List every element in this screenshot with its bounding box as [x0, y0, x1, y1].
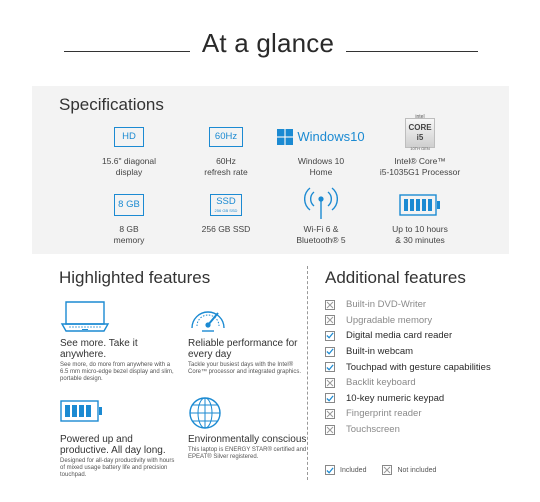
spec-label-line2: & 30 minutes [395, 234, 445, 245]
windows-logo-icon: Windows10 [277, 129, 364, 145]
globe-icon [188, 396, 222, 430]
x-icon [325, 409, 335, 419]
x-icon [325, 315, 335, 325]
feature-performance [188, 300, 308, 376]
highlighted-features-title: Highlighted features [59, 268, 211, 287]
feature-list-label: Touchpad with gesture capabilities [346, 361, 491, 373]
feature-list-item [325, 297, 525, 313]
feature-list-label: 10-key numeric keypad [346, 392, 445, 404]
x-icon [325, 378, 335, 388]
additional-features-list [325, 297, 525, 437]
memory-icon: 8 GB [114, 194, 144, 216]
feature-list-item [325, 359, 525, 375]
spec-label-line2: Bluetooth® 5 [296, 234, 346, 245]
header-rule-left [64, 51, 190, 52]
feature-environment [188, 396, 308, 461]
check-icon [325, 393, 335, 403]
feature-battery-life [60, 396, 180, 480]
specifications-panel [32, 86, 509, 254]
feature-list-item [325, 391, 525, 407]
intel-core-badge-icon: intel CORE i5 10TH GEN [405, 118, 435, 148]
additional-features-title: Additional features [325, 268, 466, 287]
feature-list-label: Backlit keyboard [346, 377, 416, 389]
spec-label-line2: i5-1035G1 Processor [379, 166, 461, 177]
header-rule-right [346, 51, 478, 52]
feature-list-item [325, 344, 525, 360]
specifications-title: Specifications [59, 95, 164, 114]
spec-label-line1: 15.6" diagonal [101, 156, 157, 166]
spec-processor [365, 114, 475, 177]
spec-label-line1: Windows 10 [297, 156, 345, 166]
legend-included-label: Included [340, 466, 367, 474]
refresh-rate-icon: 60Hz [209, 127, 243, 147]
spec-os [266, 122, 376, 177]
spec-refresh-rate [171, 122, 281, 177]
feature-description: This laptop is ENERGY STAR® certified and EPEAT® Silver registered. [188, 447, 307, 461]
feature-description: Tackle your busiest days with the Intel® Core™ processor and integrated graphics. [188, 362, 302, 376]
hd-icon: HD [114, 127, 144, 147]
feature-description: Designed for all-day productivity with hours of mixed usage battery life and precision touchpad. [60, 458, 175, 479]
feature-list-label: Built-in DVD-Writer [346, 299, 427, 311]
spec-wireless [266, 184, 376, 245]
spec-battery [365, 190, 475, 245]
spec-display [74, 122, 184, 177]
spec-label-line1: 60Hz [216, 156, 236, 166]
page-title: At a glance [201, 28, 335, 58]
feature-list-label: Digital media card reader [346, 330, 453, 342]
spec-label-line2: memory [113, 234, 145, 245]
laptop-icon [60, 300, 110, 334]
column-divider [307, 266, 308, 480]
x-icon [325, 425, 335, 435]
spec-label-line2: display [115, 166, 143, 177]
x-icon [382, 465, 392, 475]
feature-list-label: Fingerprint reader [346, 408, 422, 420]
feature-list-label: Upgradable memory [346, 314, 433, 326]
feature-portable [60, 300, 180, 384]
feature-heading: Reliable performance for every day [188, 338, 298, 360]
feature-list-label: Touchscreen [346, 424, 400, 436]
feature-list-item [325, 422, 525, 438]
spec-label-line1: Wi-Fi 6 & [303, 224, 339, 234]
feature-heading: See more. Take it anywhere. [60, 338, 138, 360]
check-icon [325, 465, 335, 475]
spec-label-line2: Home [309, 166, 333, 177]
spec-label-line1: 8 GB [119, 224, 139, 234]
check-icon [325, 331, 335, 341]
spec-label-line1: Up to 10 hours [392, 224, 448, 234]
legend-not-included-label: Not included [397, 466, 437, 474]
feature-list-item [325, 328, 525, 344]
feature-heading: Powered up and productive. All day long. [60, 434, 166, 456]
feature-list-item [325, 313, 525, 329]
feature-description: See more, do more from anywhere with a 6.5 mm micro-edge bezel display and slim, portable design. [60, 362, 174, 383]
feature-list-label: Built-in webcam [346, 346, 414, 358]
wifi-antenna-icon [304, 184, 338, 220]
spec-storage [171, 190, 281, 235]
legend [325, 465, 436, 475]
x-icon [325, 300, 335, 310]
battery-icon [60, 396, 104, 426]
battery-icon [399, 194, 441, 216]
ssd-icon: SSD 256 GB SSD [210, 194, 242, 216]
feature-list-item [325, 375, 525, 391]
speedometer-icon [188, 300, 228, 334]
feature-heading: Environmentally conscious [188, 434, 307, 445]
spec-label-line1: 256 GB SSD [201, 224, 251, 234]
check-icon [325, 347, 335, 357]
spec-label-line2: refresh rate [204, 166, 248, 177]
check-icon [325, 362, 335, 372]
page-header [0, 28, 540, 64]
spec-memory [74, 190, 184, 245]
feature-list-item [325, 406, 525, 422]
spec-label-line1: Intel® Core™ [394, 156, 446, 166]
